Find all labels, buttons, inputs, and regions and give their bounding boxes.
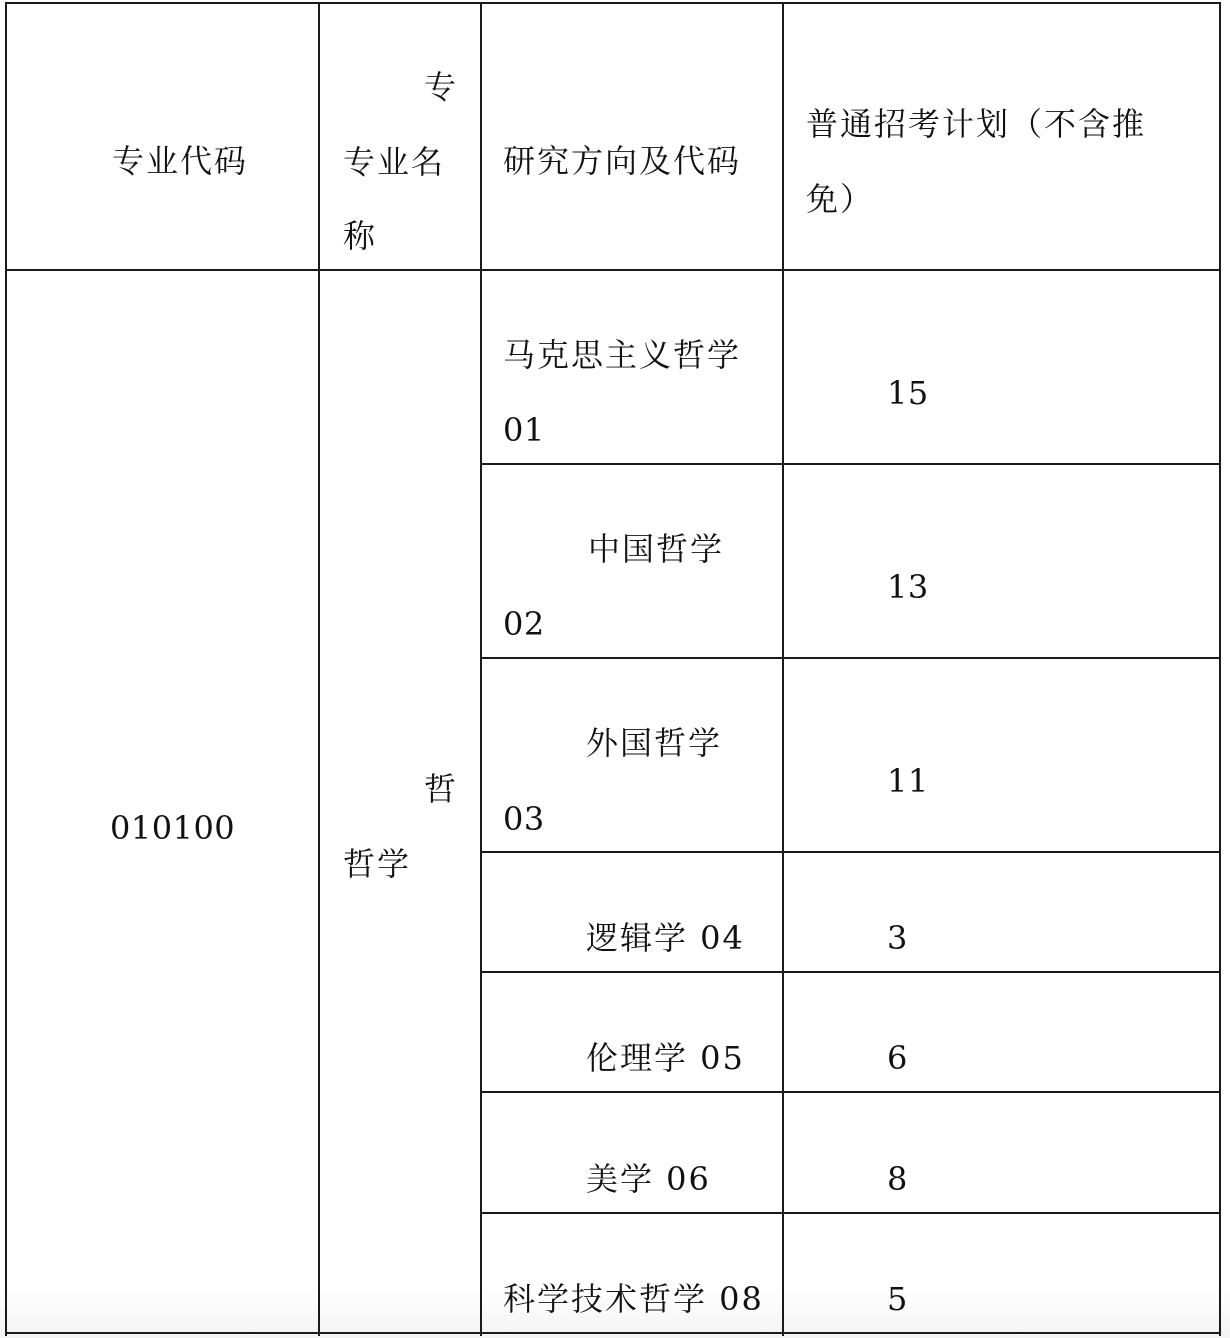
row-divider-5 <box>480 1091 1221 1093</box>
row-divider-4 <box>480 971 1221 973</box>
column-divider-3 <box>782 2 784 1336</box>
plan-row-6: 8 <box>887 1160 908 1198</box>
column-divider-1 <box>318 2 320 1336</box>
header-major-name-line1: 专 <box>424 68 459 106</box>
plan-row-5: 6 <box>887 1039 908 1077</box>
major-code: 010100 <box>110 809 236 847</box>
direction-row-5: 伦理学 05 <box>586 1039 745 1077</box>
plan-row-7: 5 <box>887 1280 908 1318</box>
plan-row-2: 13 <box>887 568 929 606</box>
direction-row-2-code: 02 <box>503 605 545 643</box>
table-border-left <box>5 2 7 1336</box>
plan-row-3: 11 <box>887 762 929 800</box>
direction-row-6: 美学 06 <box>586 1160 711 1198</box>
header-bottom-line <box>5 269 1221 271</box>
plan-row-4: 3 <box>887 919 908 957</box>
direction-row-1-name: 马克思主义哲学 <box>503 336 742 374</box>
table-border-bottom <box>5 1332 1221 1334</box>
header-plan-line2: 免） <box>806 180 875 218</box>
direction-row-3-name: 外国哲学 <box>586 724 723 762</box>
table-border-right <box>1219 2 1221 1336</box>
direction-row-7: 科学技术哲学 08 <box>503 1280 764 1318</box>
row-divider-6 <box>480 1212 1221 1214</box>
table-border-top <box>5 2 1221 4</box>
column-divider-2 <box>480 2 482 1336</box>
row-divider-1 <box>480 463 1221 465</box>
plan-row-1: 15 <box>887 374 929 412</box>
direction-row-1-code: 01 <box>503 411 545 449</box>
header-major-code: 专业代码 <box>112 142 249 180</box>
major-name-line1: 哲 <box>424 770 459 808</box>
header-research-direction: 研究方向及代码 <box>503 142 742 180</box>
header-major-name-line2: 专业名 <box>343 143 446 181</box>
major-name-line2: 哲学 <box>343 845 412 883</box>
header-plan-line1: 普通招考计划（不含推 <box>806 105 1147 143</box>
direction-row-2-name: 中国哲学 <box>588 530 725 568</box>
header-major-name-line3: 称 <box>343 217 378 255</box>
row-divider-3 <box>480 851 1221 853</box>
row-divider-2 <box>480 657 1221 659</box>
direction-row-4: 逻辑学 04 <box>586 919 745 957</box>
direction-row-3-code: 03 <box>503 800 545 838</box>
